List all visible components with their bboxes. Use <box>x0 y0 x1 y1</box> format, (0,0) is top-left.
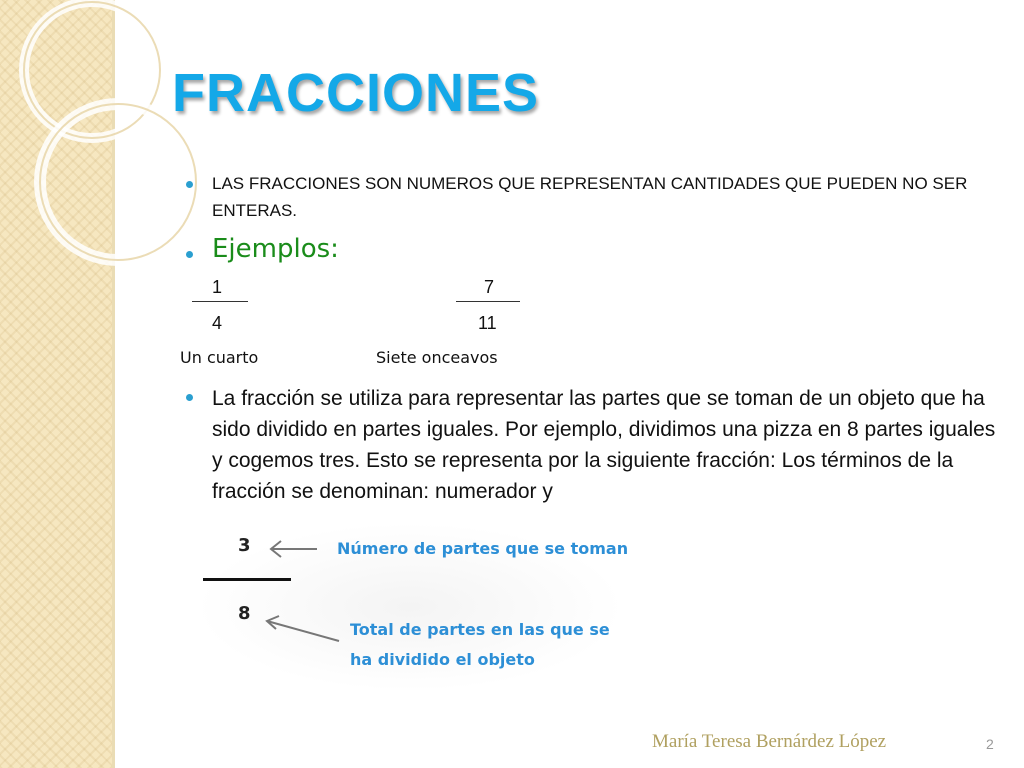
denominator-note-line2: ha dividido el objeto <box>350 650 535 669</box>
footer-author: María Teresa Bernárdez López <box>652 731 887 752</box>
example-2-numerator: 7 <box>484 277 495 297</box>
examples-heading: Ejemplos: <box>212 234 339 264</box>
slide-title: FRACCIONES <box>172 63 540 123</box>
example-2-fraction-bar <box>456 301 520 302</box>
bullet-icon <box>186 181 193 188</box>
bullet-icon <box>186 251 193 258</box>
example-2-label: Siete onceavos <box>376 348 498 367</box>
example-1-label: Un cuarto <box>180 348 259 367</box>
page-number: 2 <box>986 736 994 752</box>
denominator-note-line1: Total de partes en las que se <box>350 620 610 639</box>
example-1-denominator: 4 <box>212 313 223 333</box>
decorative-circles <box>0 0 180 300</box>
arrow-icons <box>255 535 345 650</box>
diagram-numerator: 3 <box>238 535 251 556</box>
explanation-text: La fracción se utiliza para representar las partes que se toman de un objeto que ha sido dividido en partes iguales. Por ejemplo, dividimos una pizza en 8 partes iguales y cogemos tres. Esto se representa por la siguiente fracción: Los términos de la fracción se denominan: numerador y <box>212 387 996 503</box>
example-1-numerator: 1 <box>212 277 223 297</box>
arrow-left-icon <box>267 616 339 641</box>
diagram-denominator: 8 <box>238 603 251 624</box>
example-2-denominator: 11 <box>478 313 497 333</box>
bullet-icon <box>186 394 193 401</box>
intro-text: LAS FRACCIONES SON NUMEROS QUE REPRESENTAN CANTIDADES QUE PUEDEN NO SER ENTERAS. <box>212 174 968 220</box>
example-1-fraction-bar <box>192 301 248 302</box>
arrow-left-icon <box>271 541 317 557</box>
numerator-note: Número de partes que se toman <box>337 539 629 558</box>
